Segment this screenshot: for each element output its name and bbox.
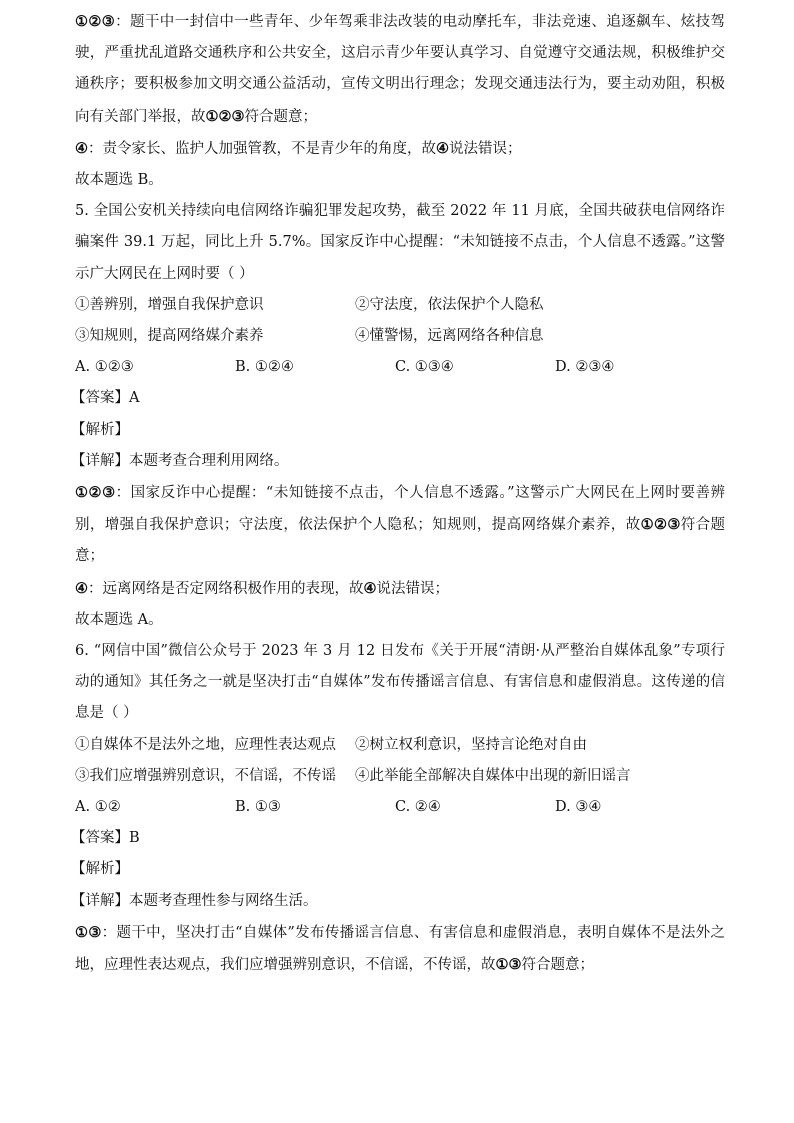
q5-statement-4: ④懂警惕，远离网络各种信息 — [355, 328, 544, 345]
q6-option-tag-2: ①③ — [495, 956, 522, 974]
q5-option-tag-2: ①②③ — [640, 516, 681, 534]
q6-detail: 【详解】本题考查理性参与网络生活。 — [71, 892, 318, 909]
q5-choice-d: D. ②③④ — [555, 359, 615, 376]
q5-choices — [75, 352, 725, 383]
q4-analysis-paragraph-2 — [75, 133, 725, 165]
q4-conclusion: 故本题选 B。 — [75, 172, 163, 189]
q5-analysis-paragraph-1 — [75, 477, 725, 573]
q5-option-tag: ①②③ — [75, 484, 116, 502]
q5-statements-row-2 — [75, 321, 725, 352]
q5-answer: 【答案】A — [71, 390, 140, 407]
q5-conclusion: 故本题选 A。 — [75, 611, 163, 628]
q5-analysis-text: ：国家反诈中心提醒：“未知链接不点击，个人信息不透露。”这警示广大网民在上网时要善辨别，增强自我保护意识；守法度，依法保护个人隐私；知规则，提高网络媒介素养，故 — [75, 485, 726, 534]
q4-analysis-paragraph-1 — [75, 6, 725, 133]
q6-statement-4: ④此举能全部解决自媒体中出现的新旧谣言 — [355, 767, 631, 784]
q5-analysis-end: 符合题意； — [75, 517, 726, 565]
q5-analysis-label: 【解析】 — [71, 421, 129, 438]
q6-choice-a: A. ①② — [75, 799, 121, 816]
document-page — [71, 6, 726, 981]
q5-option-tag-2: ④ — [363, 579, 377, 597]
q4-analysis-end: 符合题意； — [244, 108, 317, 125]
q6-analysis-end: 符合题意； — [521, 957, 594, 974]
q5-option-tag: ④ — [75, 579, 88, 597]
q6-analysis-text: ：题干中，坚决打击“自媒体”发布传播谣言信息、有害信息和虚假消息，表明自媒体不是法外之地，应理性表达观点，我们应增强辨别意识，不信谣，不传谣，故 — [75, 924, 725, 974]
q6-choices — [75, 792, 725, 823]
q5-choice-c: C. ①③④ — [395, 359, 454, 376]
q6-statement-2: ②树立权利意识，坚持言论绝对自由 — [355, 736, 587, 753]
q6-statement-1: ①自媒体不是法外之地，应理性表达观点 — [75, 736, 336, 753]
q5-statement-3: ③知规则，提高网络媒介素养 — [75, 328, 264, 345]
q4-option-tag-2: ①②③ — [205, 107, 245, 125]
q6-analysis-paragraph-1 — [75, 917, 725, 981]
q6-analysis-label: 【解析】 — [71, 861, 129, 878]
q5-analysis-paragraph-2 — [75, 573, 725, 605]
q5-stem: 5. 全国公安机关持续向电信网络诈骗犯罪发起攻势，截至 2022 年 11 月底，全国共破获电信网络诈骗案件 39.1 万起，同比上升 5.7%。国家反诈中心提醒：“未知链接不点击，个人信息不透露。”这警示广大网民在上网时要（ ） — [75, 203, 725, 282]
q5-detail: 【详解】本题考查合理利用网络。 — [71, 452, 289, 469]
q6-stem: 6. “网信中国”微信公众号于 2023 年 3 月 12 日发布《关于开展“清朗·从严整治自媒体乱象”专项行动的通知》其任务之一就是坚决打击“自媒体”发布传播谣言信息、有害信息和虚假消息。这传递的信息是（ ） — [75, 643, 725, 722]
q6-statements-row-2 — [75, 761, 725, 792]
q4-analysis-text: ：责令家长、监护人加强管教，不是青少年的角度，故 — [88, 140, 436, 157]
q5-choice-b: B. ①②④ — [235, 359, 294, 376]
q5-analysis-end: 说法错误； — [376, 580, 449, 597]
q5-statement-2: ②守法度，依法保护个人隐私 — [355, 296, 544, 313]
q6-answer: 【答案】B — [71, 830, 140, 847]
q4-analysis-text: ：题干中一封信中一些青年、少年驾乘非法改装的电动摩托车，非法竞速、追逐飙车、炫技驾驶，严重扰乱道路交通秩序和公共安全，这启示青少年要认真学习、自觉遵守交通法规，积极维护交通秩序；要积极参加文明交通公益活动，宣传文明出行理念；发现交通违法行为，要主动劝阻，积极向有关部门举报，故 — [75, 14, 726, 125]
q5-analysis-text: ：远离网络是否定网络积极作用的表现，故 — [88, 580, 364, 597]
q6-choice-d: D. ③④ — [555, 799, 602, 816]
q6-option-tag: ①③ — [75, 923, 102, 941]
q4-analysis-end: 说法错误； — [449, 140, 522, 157]
q5-statement-1: ①善辨别，增强自我保护意识 — [75, 296, 264, 313]
q4-option-tag: ①②③ — [75, 13, 116, 30]
q6-statements-row-1 — [75, 730, 725, 761]
q5-choice-a: A. ①②③ — [75, 359, 134, 376]
q4-option-tag-2: ④ — [436, 139, 449, 157]
q6-choice-b: B. ①③ — [235, 799, 281, 816]
q6-statement-3: ③我们应增强辨别意识，不信谣，不传谣 — [75, 767, 336, 784]
q5-statements-row-1 — [75, 290, 725, 321]
q4-option-tag: ④ — [75, 139, 88, 157]
q6-choice-c: C. ②④ — [395, 799, 441, 816]
